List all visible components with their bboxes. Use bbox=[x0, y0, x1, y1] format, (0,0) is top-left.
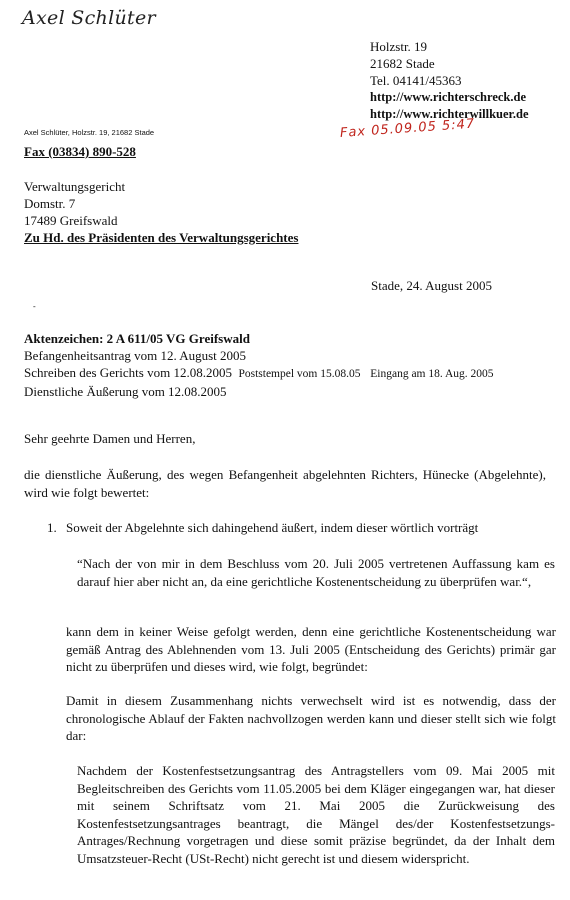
reference-motion: Befangenheitsantrag vom 12. August 2005 bbox=[24, 348, 247, 363]
recipient-fax-number: Fax (03834) 890-528 bbox=[24, 144, 136, 159]
letter-date: Stade, 24. August 2005 bbox=[371, 278, 492, 293]
address-street: Holzstr. 19 bbox=[370, 39, 428, 54]
reference-letter-row bbox=[24, 364, 494, 383]
sender-return-address: Axel Schlüter, Holzstr. 19, 21682 Stade bbox=[24, 128, 155, 137]
quote-paragraph: “Nach der von mir in dem Beschluss vom 20. Juli 2005 vertretenen Auffassung kam es darauf hier aber nicht an, da eine gerichtliche Kostenentscheidung zu überprüfen war.“, bbox=[77, 556, 555, 589]
intro-paragraph: die dienstliche Äußerung, des wegen Befangenheit abgelehnten Richters, Hünecke (Abgelehnte), wird wie folgt bewertet: bbox=[24, 467, 546, 500]
fax-stamp: Fax 05.09.05 5:47 bbox=[339, 116, 476, 141]
reference-statement: Dienstliche Äußerung vom 12.08.2005 bbox=[24, 384, 227, 399]
reference-block bbox=[24, 330, 494, 400]
recipient-line: Domstr. 7 bbox=[24, 196, 76, 211]
dash-mark: - bbox=[33, 302, 36, 311]
reference-postmark: Poststempel vom 15.08.05 bbox=[238, 368, 361, 380]
reference-received: Eingang am 18. Aug. 2005 bbox=[370, 368, 494, 380]
case-number: Aktenzeichen: 2 A 611/05 VG Greifswald bbox=[24, 331, 250, 346]
letterhead-name: Axel Schlüter bbox=[22, 7, 156, 29]
recipient-address bbox=[24, 178, 298, 246]
letterhead-address bbox=[370, 38, 529, 123]
body-paragraph-2: Damit in diesem Zusammenhang nichts verwechselt wird ist es notwendig, dass der chronologische Ablauf der Fakten nachvollzogen werden kann und dieser stellt sich wie folgt dar: bbox=[66, 693, 556, 743]
address-phone: Tel. 04141/45363 bbox=[370, 73, 462, 88]
body-paragraph-1: kann dem in keiner Weise gefolgt werden, denn eine gerichtliche Kostenentscheidung war gemäß Antrag des Ablehnenden vom 13. Juli 2005 (Entscheidung des Gerichts) primär gar nicht zu überprüfen und dieses wird, wie folgt, begründet: bbox=[66, 624, 556, 674]
website-link-richterschreck[interactable]: http://www.richterschreck.de bbox=[370, 90, 526, 104]
body-paragraph-3: Nachdem der Kostenfestsetzungsantrag des Antragstellers vom 09. Mai 2005 mit Begleitschreiben des Gerichts vom 11.05.2005 bei dem Kläger eingegangen war, hat dieser mit seinem Schriftsatz vom 21. Mai 2005 die Zurückweisung des Kostenfestsetzungsantrages beantragt, die Mängel des/der Kostenfestsetzungs-Antrages/Rechnung vorgetragen und diese somit präzise begründet, da der Inhalt dem Umsatzsteuer-Recht (USt-Recht) nicht gerecht ist und diesem widerspricht. bbox=[77, 763, 555, 866]
salutation: Sehr geehrte Damen und Herren, bbox=[24, 431, 196, 446]
recipient-line: 17489 Greifswald bbox=[24, 213, 118, 228]
list-item-text: Soweit der Abgelehnte sich dahingehend äußert, indem dieser wörtlich vorträgt bbox=[66, 520, 479, 535]
recipient-line: Verwaltungsgericht bbox=[24, 179, 126, 194]
reference-letter: Schreiben des Gerichts vom 12.08.2005 bbox=[24, 365, 232, 380]
recipient-attention: Zu Hd. des Präsidenten des Verwaltungsgerichtes bbox=[24, 230, 299, 245]
website-link-richterwillkuer[interactable]: http://www.richterwillkuer.de bbox=[370, 107, 529, 121]
address-city: 21682 Stade bbox=[370, 56, 435, 71]
list-item-number: 1. bbox=[47, 520, 57, 535]
